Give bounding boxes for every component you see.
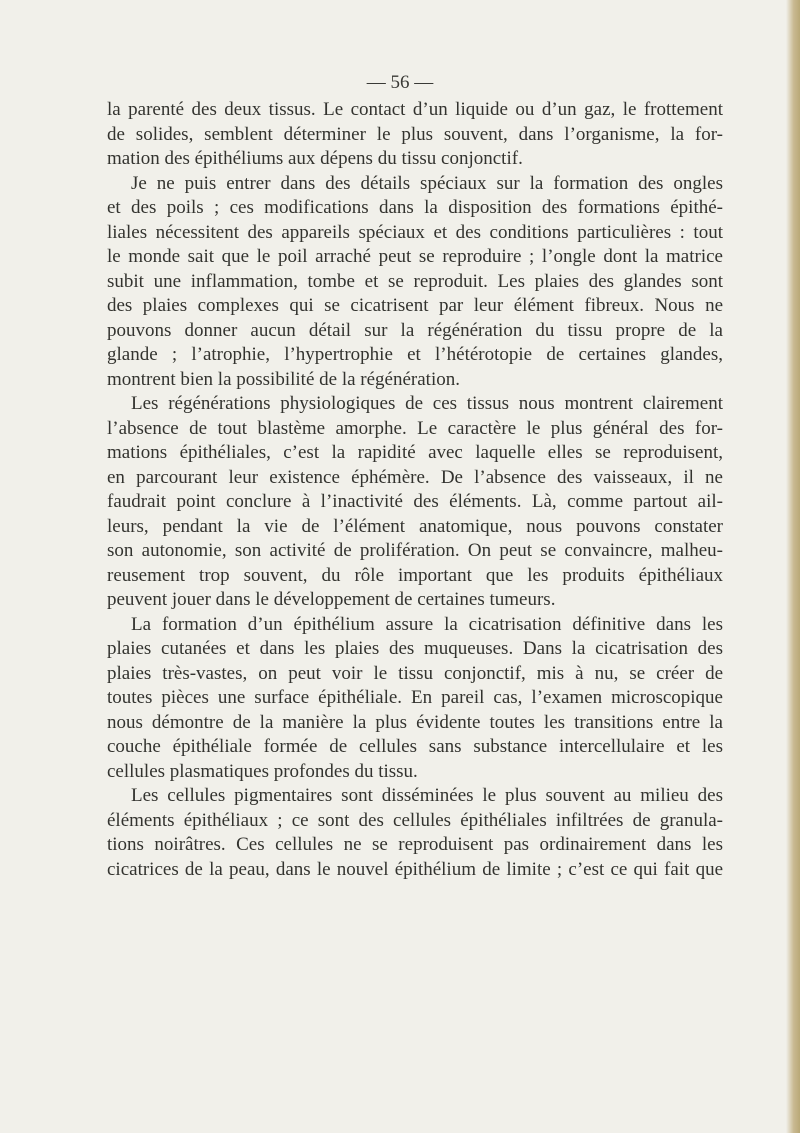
text-line: toutes pièces une surface épithéliale. En pareil cas, l’examen microscopique — [107, 687, 723, 708]
text-line: mations épithéliales, c’est la rapidité avec laquelle elles se reproduisent, — [107, 442, 723, 463]
text-line: l’absence de tout blastème amorphe. Le caractère le plus général des for- — [107, 417, 723, 439]
text-line: cicatrices de la peau, dans le nouvel épithélium de limite ; c’est ce qui fait que — [107, 858, 723, 880]
text-line: plaies cutanées et dans les plaies des muqueuses. Dans la cicatrisation des — [107, 638, 723, 659]
text-line: le monde sait que le poil arraché peut se reproduire ; l’ongle dont la matrice — [107, 246, 723, 267]
text-line: en parcourant leur existence éphémère. De l’absence des vaisseaux, il ne — [107, 466, 723, 488]
text-line: La formation d’un épithélium assure la cicatrisation définitive dans les — [131, 613, 723, 635]
text-line: nous démontre de la manière la plus évidente toutes les transitions entre la — [107, 711, 723, 733]
paragraph — [107, 613, 723, 785]
text-line: reusement trop souvent, du rôle important que les produits épithéliaux — [107, 564, 723, 586]
text-line: des plaies complexes qui se cicatrisent par leur élément fibreux. Nous ne — [107, 295, 723, 316]
text-line: liales nécessitent des appareils spéciaux et des conditions particulières : tout — [107, 221, 723, 243]
text-line: pouvons donner aucun détail sur la régénération du tissu propre de la — [107, 319, 723, 341]
page-number: — 56 — — [366, 72, 434, 93]
text-line: faudrait point conclure à l’inactivité des éléments. Là, comme partout ail- — [107, 491, 723, 512]
text-line: de solides, semblent déterminer le plus souvent, dans l’organisme, la for- — [107, 123, 723, 145]
text-line: couche épithéliale formée de cellules sans substance intercellulaire et les — [107, 736, 723, 757]
text-line: glande ; l’atrophie, l’hypertrophie et l’hétérotopie de certaines glandes, — [107, 344, 723, 365]
text-line: leurs, pendant la vie de l’élément anatomique, nous pouvons constater — [107, 515, 723, 537]
text-line: la parenté des deux tissus. Le contact d’un liquide ou d’un gaz, le frottement — [107, 99, 723, 120]
paragraph — [107, 784, 723, 882]
text-line: Je ne puis entrer dans des détails spéciaux sur la formation des ongles — [131, 172, 723, 194]
text-line: cellules plasmatiques profondes du tissu. — [107, 760, 418, 782]
text-line: son autonomie, son activité de prolifération. On peut se convaincre, malheu- — [107, 540, 723, 561]
paragraph — [107, 172, 723, 393]
text-line: peuvent jouer dans le développement de certaines tumeurs. — [107, 589, 556, 610]
text-line: mation des épithéliums aux dépens du tissu conjonctif. — [107, 148, 523, 169]
page-edge-shadow — [786, 0, 800, 1133]
paragraph — [107, 98, 723, 172]
text-line: Les cellules pigmentaires sont disséminées le plus souvent au milieu des — [131, 785, 723, 806]
text-line: tions noirâtres. Ces cellules ne se reproduisent pas ordinairement dans les — [107, 834, 723, 855]
body-text — [107, 98, 723, 882]
paragraph — [107, 392, 723, 613]
text-line: montrent bien la possibilité de la régénération. — [107, 368, 460, 390]
text-line: et des poils ; ces modifications dans la disposition des formations épithé- — [107, 197, 723, 218]
text-line: Les régénérations physiologiques de ces tissus nous montrent clairement — [131, 393, 723, 414]
text-line: subit une inflammation, tombe et se reproduit. Les plaies des glandes sont — [107, 270, 723, 292]
text-line: plaies très-vastes, on peut voir le tissu conjonctif, mis à nu, se créer de — [107, 662, 723, 684]
text-line: éléments épithéliaux ; ce sont des cellules épithéliales infiltrées de granula- — [107, 809, 723, 831]
